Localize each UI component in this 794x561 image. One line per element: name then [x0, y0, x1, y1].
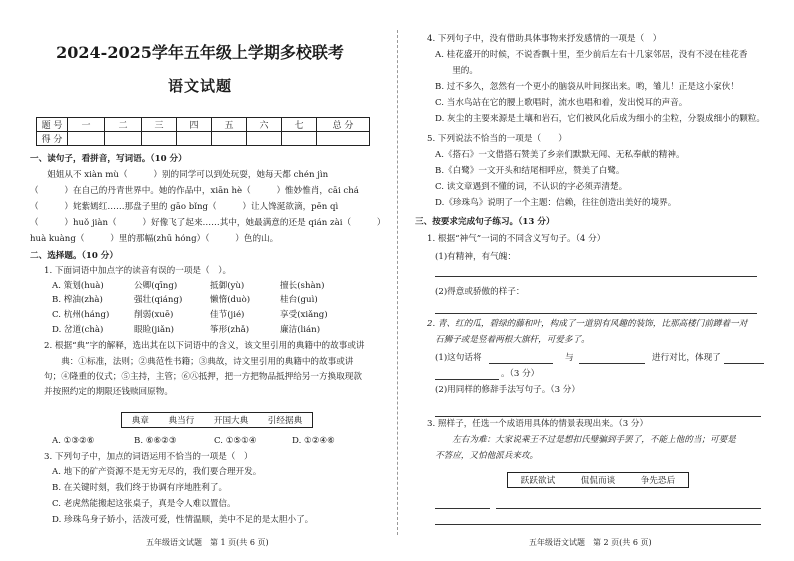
q3-option: B. 在关键时刻，我们终于协调有序地胜利了。	[52, 483, 228, 493]
section2-heading: 二、选择题。（10 分）	[30, 251, 118, 261]
section1-line: （ ）姹紫嫣红……那盘子里的 gāo bǐng（ ）让人馋涎欲滴，pēn qì	[30, 202, 339, 212]
score-cell: 得 分	[37, 132, 68, 146]
q3-option: A. 地下的矿产资源不是无穷无尽的，我们要合理开发。	[52, 467, 262, 477]
q2-option: C. ①⑤①④	[214, 436, 257, 446]
page-footer: 五年级语文试题 第 2 页(共 6 页)	[529, 538, 652, 547]
q2-line: 并按照约定的期限还钱赎回原物。	[44, 387, 173, 397]
answer-line[interactable]	[496, 508, 761, 509]
idiom-word: 跃跃欲试	[520, 476, 556, 486]
s3-q3-example-cont: 不答应，又怕他派兵来攻。	[435, 451, 539, 461]
q3-stem: 3. 下列句子中，加点的词语运用不恰当的一项是（ ）	[44, 452, 253, 462]
score-input-cell[interactable]	[177, 132, 212, 146]
section1-line: 姐姐从不 xiàn mù（ ）别的同学可以到处玩耍，她每天都 chén jìn	[30, 170, 329, 180]
q2-box-word: 开国大典	[213, 416, 249, 426]
q1-option: D. 岔道(chà)	[52, 325, 104, 335]
s3-q2-stem: 2. 青、红的瓜，碧绿的藤和叶，构成了一道别有风趣的装饰，比那高楼门前蹲着一对	[427, 319, 748, 329]
blank-line[interactable]	[724, 363, 764, 364]
q3-option: C. 老虎然能搬起这张桌子，真是令人难以置信。	[52, 499, 236, 509]
blank-line[interactable]	[435, 379, 499, 380]
q4-option: D. 灰尘的主要来源是土壤和岩石，它们被风化后成为细小的尘粒，分裂成细小的颗粒。	[435, 114, 766, 124]
q4-option: B. 过不多久，忽然有一个更小的脑袋从叶间探出来。哟，雏儿！正是这小家伙！	[435, 82, 739, 92]
right-column	[397, 0, 794, 561]
score-cell: 六	[247, 118, 282, 132]
q5-stem: 5. 下列说法不恰当的一项是（ ）	[427, 134, 567, 144]
answer-line[interactable]	[435, 416, 761, 417]
section3-heading: 三、按要求完成句子练习。（13 分）	[415, 217, 555, 227]
s3-q2-a-score: 。（3 分）	[501, 369, 540, 379]
q1-option-word: 桂台(guì)	[280, 295, 318, 305]
score-input-cell[interactable]	[105, 132, 142, 146]
idiom-word: 争先恐后	[640, 476, 676, 486]
s3-q2-stem-cont: 石狮子或是竖着两根大旗杆，可爱多了。	[435, 335, 590, 345]
idiom-box	[507, 472, 689, 488]
q5-option: A.《搭石》一文借搭石赞美了乡亲们默默无闻、无私奉献的精神。	[435, 150, 685, 160]
q1-option: C. 杭州(háng)	[52, 310, 110, 320]
s3-q2-a-mid: 与	[565, 353, 574, 363]
answer-line[interactable]	[435, 524, 761, 525]
s3-q3-stem: 3. 照样子，任选一个成语用具体的情景表现出来。（3 分）	[427, 419, 649, 429]
q1-option-word: 强壮(qiáng)	[134, 295, 183, 305]
q1-option-word: 擅长(shàn)	[280, 281, 325, 291]
q3-option: D. 珍珠鸟身子娇小，活泼可爱，性情温顺，美中不足的是太胆小了。	[52, 515, 314, 525]
q2-stem: 2. 根据“典”字的解释，选出其在以下词语中的含义，该文里引用的典籍中的故事或讲	[44, 341, 365, 351]
s3-q2-b-label: (2)用同样的修辞手法写句子。（3 分）	[435, 385, 580, 395]
q1-option-word: 眼睑(jiǎn)	[134, 325, 174, 335]
q2-option: D. ①②④⑥	[292, 436, 335, 446]
q4-option: C. 当水鸟站在它的腰上歌唱时，流水也唱和着，发出悦耳的声音。	[435, 98, 688, 108]
answer-line[interactable]	[435, 313, 757, 314]
q1-option-word: 筝形(zhǎ)	[210, 325, 250, 335]
section1-line: （ ）huǒ jiàn（ ）好像飞了起来……其中，她最满意的还是 qián zài（ ）	[30, 218, 386, 228]
score-table-score-row	[37, 132, 370, 146]
s3-q2-a-suffix: 进行对比，体现了	[652, 353, 721, 363]
exam-subtitle: 语文试题	[167, 77, 232, 95]
q5-option: D.《珍珠鸟》说明了一个主题：信赖，往往创造出美好的境界。	[435, 198, 677, 208]
q1-option-word: 懒惰(duò)	[210, 295, 251, 305]
page-footer: 五年级语文试题 第 1 页(共 6 页)	[146, 538, 269, 547]
score-input-cell[interactable]	[68, 132, 105, 146]
s3-q3-example: 左右为难：大家说乘王不过是想扣氏璧骗到手罢了，不能上他的当；可要是	[435, 435, 736, 445]
q2-box-word: 典章	[131, 416, 149, 426]
idiom-word: 侃侃而谈	[580, 476, 616, 486]
section1-heading: 一、读句子，看拼音，写词语。（10 分）	[30, 154, 187, 164]
section1-line: huà kuàng（ ）里的那幅(zhū hóng）（ ）色的山。	[30, 234, 279, 244]
score-table-header-row	[37, 118, 370, 132]
q5-option: B.《白鹭》一文开头和结尾相呼应，赞美了白鹭。	[435, 166, 625, 176]
q1-stem: 1. 下面词语中加点字的读音有误的一项是（ ）。	[44, 266, 232, 276]
q1-option: B. 榨油(zhà)	[52, 295, 103, 305]
q2-option: B. ⑥⑥②③	[134, 436, 177, 446]
score-cell: 二	[105, 118, 142, 132]
q4-option: A. 桂花盛开的时候，不说香飘十里，至少前后左右十几家邻居，没有不浸在桂花香	[435, 50, 748, 60]
score-input-cell[interactable]	[282, 132, 317, 146]
score-cell: 一	[68, 118, 105, 132]
score-input-cell[interactable]	[142, 132, 177, 146]
s3-q1-a-label: (1)有精神，有气魄：	[435, 252, 516, 262]
q1-option-word: 佳节(jié)	[210, 310, 245, 320]
q1-option-word: 削弱(xuē)	[134, 310, 174, 320]
q2-box-word: 引经据典	[267, 416, 303, 426]
q1-option-word: 享受(xiǎng)	[280, 310, 328, 320]
s3-q1-stem: 1. 根据“神气”一词的不同含义写句子。（4 分）	[427, 234, 606, 244]
score-input-cell[interactable]	[247, 132, 282, 146]
blank-line[interactable]	[579, 363, 645, 364]
score-cell: 三	[142, 118, 177, 132]
s3-q1-b-label: (2)得意或骄傲的样子：	[435, 287, 525, 297]
q2-option: A. ①③②⑥	[52, 436, 95, 446]
q1-option-word: 抵御(yù)	[210, 281, 245, 291]
q2-box-word: 典当行	[168, 416, 195, 426]
q5-option: C. 读文章遇到不懂的词，不认识的字必须弄清楚。	[435, 182, 628, 192]
score-cell: 四	[177, 118, 212, 132]
answer-line[interactable]	[435, 276, 757, 277]
score-cell: 七	[282, 118, 317, 132]
q4-stem: 4. 下列句子中，没有借助具体事物来抒发感情的一项是（ ）	[427, 34, 662, 44]
q1-option-word: 廉洁(lián)	[280, 325, 321, 335]
score-cell: 题 号	[37, 118, 68, 132]
q1-option: A. 策划(huà)	[52, 281, 104, 291]
q2-line: 句；④隆重的仪式；⑤主持，主管；⑥㊇抵押，把一方把物品抵押给另一方换取现款	[44, 372, 362, 382]
s3-q2-a-prefix: (1)这句话将	[435, 353, 482, 363]
blank-line[interactable]	[489, 363, 553, 364]
q2-line: 典：①标准，法则；②典范性书籍；③典故，诗文里引用的典籍中的故事或讲	[44, 357, 354, 367]
q1-option-word: 公卿(qīng)	[134, 281, 178, 291]
exam-title: 2024-2025学年五年级上学期多校联考	[56, 43, 344, 62]
section1-line: （ ）在自己的丹青世界中。她的作品中，xiān hè（ ）惟妙惟肖，cāi chá	[30, 186, 359, 196]
score-input-cell[interactable]	[212, 132, 247, 146]
score-input-cell[interactable]	[317, 132, 370, 146]
score-cell: 五	[212, 118, 247, 132]
score-table	[36, 117, 370, 146]
score-cell: 总 分	[317, 118, 370, 132]
q2-word-box	[121, 412, 313, 428]
answer-line[interactable]	[435, 508, 490, 509]
q4-option: 里的。	[435, 66, 478, 76]
